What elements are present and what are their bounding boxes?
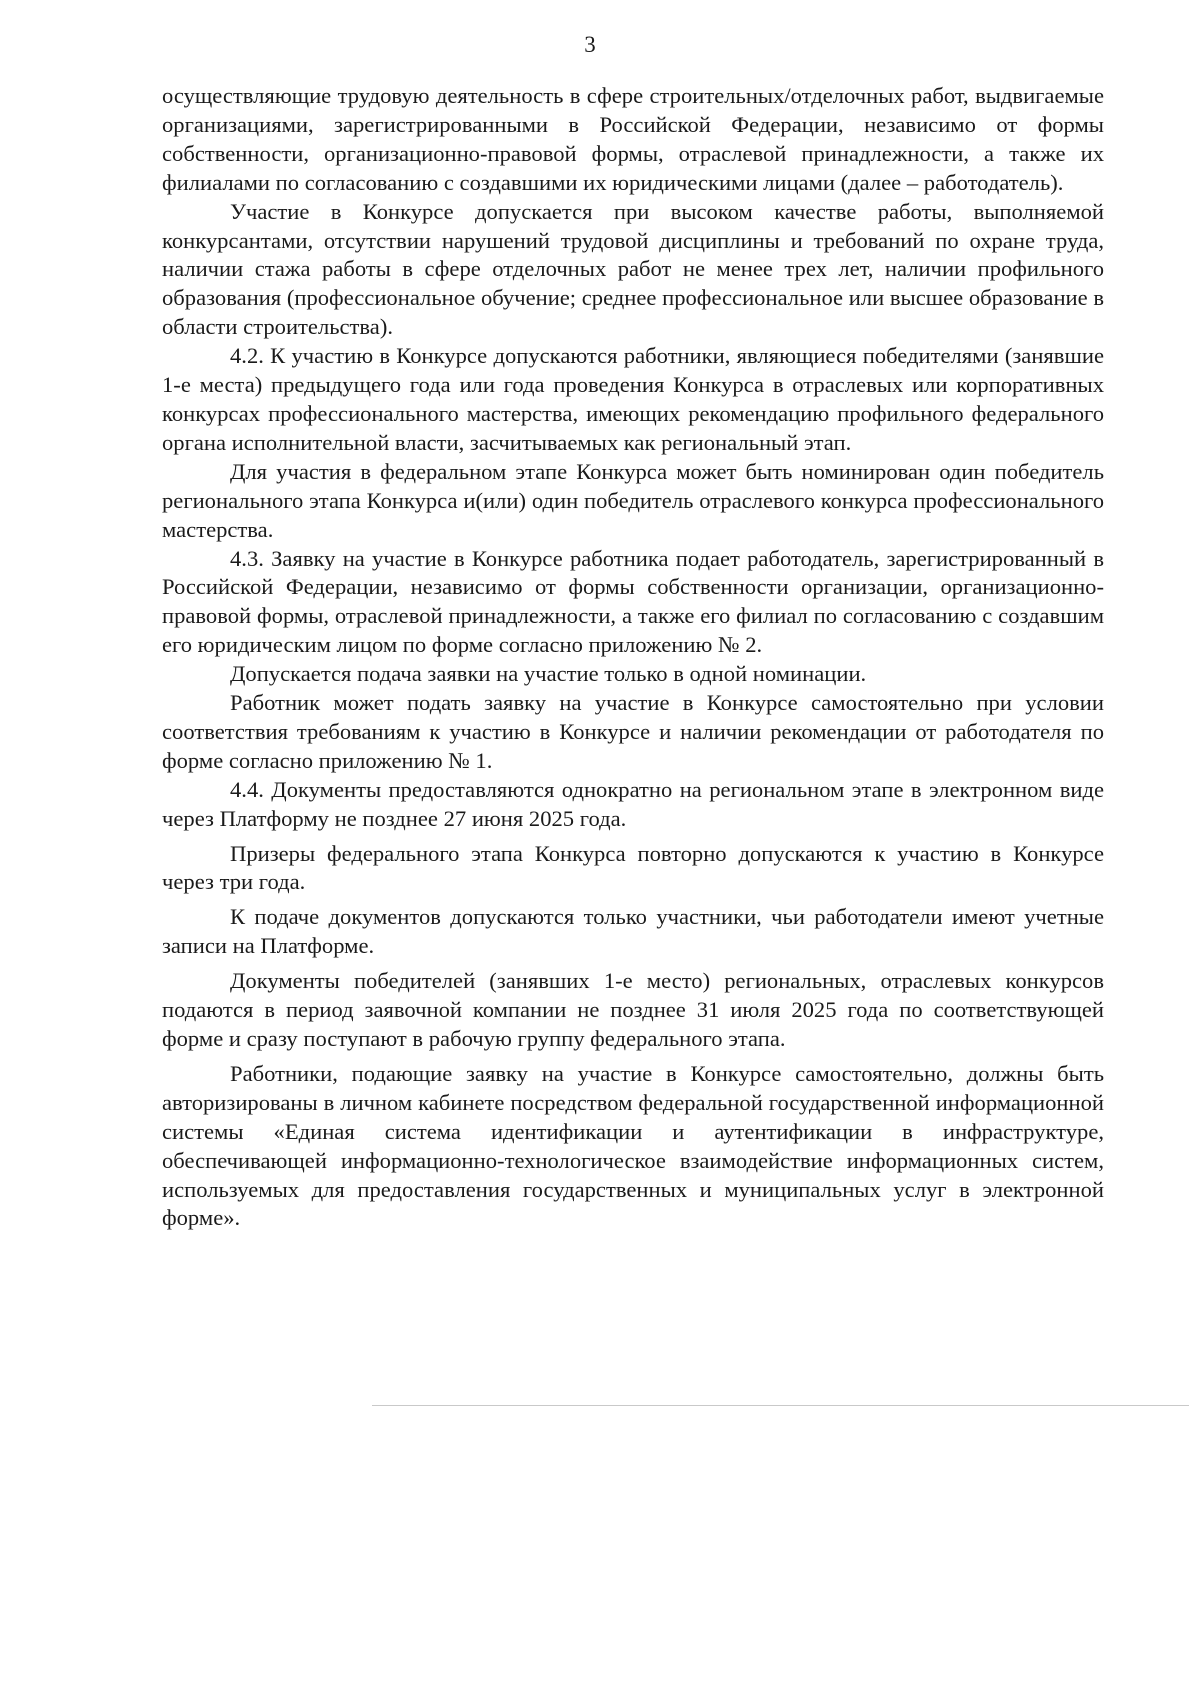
paragraph-prize-winners: Призеры федерального этапа Конкурса повторно допускаются к участию в Конкурсе через три года. [162,840,1104,895]
paragraph-federal-stage-nomination: Для участия в федеральном этапе Конкурса может быть номинирован один победитель регионального этапа Конкурса и(или) один победитель отраслевого конкурса профессионального мастерства. [162,458,1104,542]
paragraph-platform-accounts: К подаче документов допускаются только участники, чьи работодатели имеют учетные записи на Платформе. [162,904,1104,959]
paragraph-single-nomination: Допускается подача заявки на участие только в одной номинации. [230,661,867,687]
paragraph-4-4: 4.4. Документы предоставляются однократно на региональном этапе в электронном виде через Платформу не позднее 27 июня 2025 года. [162,776,1104,831]
paragraph-winners-documents: Документы победителей (занявших 1-е место) региональных, отраслевых конкурсов подаются в период заявочной компании не позднее 31 июля 2025 года по соответствующей форме и сразу поступают в рабочую группу федерального этапа. [162,968,1104,1051]
scan-edge-line [372,1405,1189,1406]
paragraph-4-3: 4.3. Заявку на участие в Конкурсе работника подает работодатель, зарегистрированный в Российской Федерации, независимо от формы собственности организации, организационно-правовой формы, отраслевой принадлежности, а также его филиал по согласованию с создавшим его юридическим лицом по форме согласно приложению № 2. [162,545,1104,658]
paragraph-participation-requirements: Участие в Конкурсе допускается при высоком качестве работы, выполняемой конкурсантами, отсутствии нарушений трудовой дисциплины и требований по охране труда, наличии стажа работы в сфере отделочных работ не менее трех лет, наличии профильного образования (профессиональное обучение; среднее профессиональное или высшее образование в области строительства). [162,198,1104,340]
document-body [162,82,1104,1233]
paragraph-continuation: осуществляющие трудовую деятельность в сфере строительных/отделочных работ, выдвигаемые организациями, зарегистрированными в Российской Федерации, независимо от формы собственности, организационно-правовой формы, отраслевой принадлежности, а также их филиалами по согласованию с создавшими их юридическими лицами (далее – работодатель). [162,83,1104,195]
page-number: 3 [584,32,596,57]
paragraph-4-2: 4.2. К участию в Конкурсе допускаются работники, являющиеся победителями (занявшие 1-е места) предыдущего года или года проведения Конкурса в отраслевых или корпоративных конкурсах профессионального мастерства, имеющих рекомендацию профильного федерального органа исполнительной власти, засчитываемых как региональный этап. [162,343,1104,455]
paragraph-self-application: Работник может подать заявку на участие в Конкурсе самостоятельно при условии соответствия требованиям к участию в Конкурсе и наличии рекомендации от работодателя по форме согласно приложению № 1. [162,690,1104,773]
paragraph-esia-authorization: Работники, подающие заявку на участие в Конкурсе самостоятельно, должны быть авторизированы в личном кабинете посредством федеральной государственной информационной системы «Единая система идентификации и аутентификации в инфраструктуре, обеспечивающей информационно-технологическое взаимодействие информационных систем, используемых для предоставления государственных и муниципальных услуг в электронной форме». [162,1060,1104,1231]
